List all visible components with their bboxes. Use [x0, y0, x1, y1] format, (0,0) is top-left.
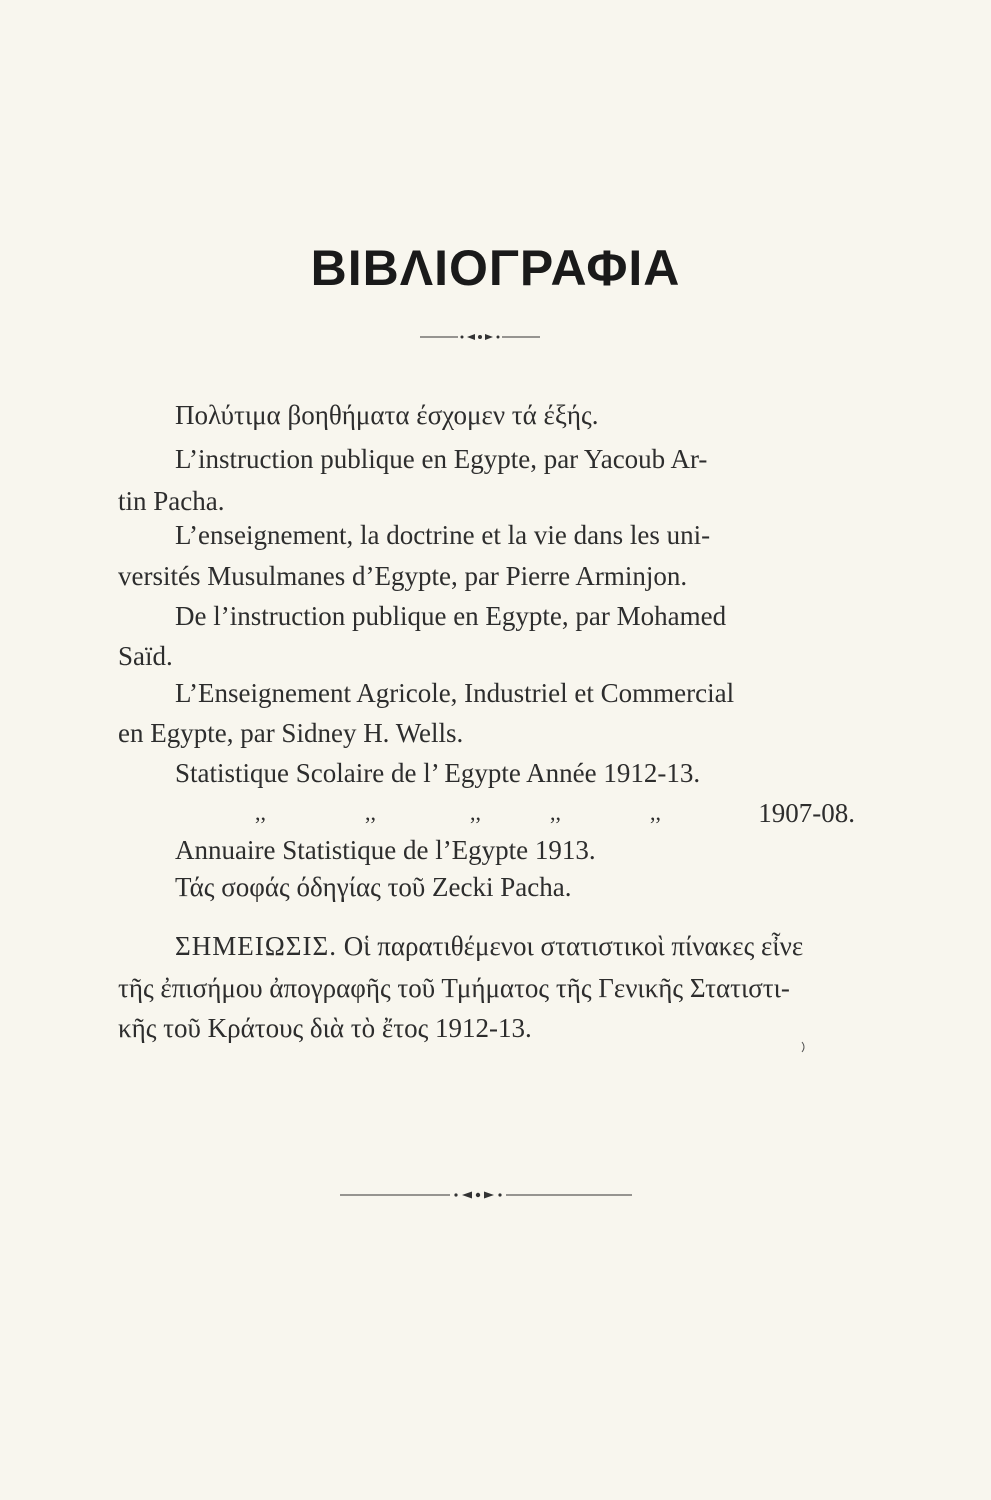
note-line-2: τῆς ἐπισήμου ἀπογραφῆς τοῦ Τμήματος τῆς Γενικῆς Στατιστι- — [118, 973, 790, 1003]
note-line-1-text: Οἱ παρατιθέμενοι στατιστικοὶ πίνακες εἶνε — [343, 931, 804, 961]
page-title: ΒΙΒΛΙΟΓΡΑΦΙΑ — [310, 240, 681, 296]
ditto-year: 1907-08. — [758, 798, 855, 828]
intro-line: Πολύτιμα βοηθήματα έσχομεν τά έξής. — [175, 400, 599, 430]
bibliography-entry-7: Τάς σοφάς όδηγίας τοῦ Zecki Pacha. — [175, 872, 572, 902]
ditto-mark: ,, — [650, 800, 661, 825]
ornament-divider-icon — [420, 330, 540, 344]
bibliography-entry-1-cont: tin Pacha. — [118, 486, 225, 516]
ditto-mark: ,, — [470, 800, 481, 825]
ditto-mark: ,, — [550, 800, 561, 825]
bibliography-entry-1: L’instruction publique en Egypte, par Yacoub Ar- — [175, 444, 708, 474]
note-line-3: κῆς τοῦ Κράτους διὰ τὸ ἔτος 1912-13. — [118, 1013, 532, 1043]
note-heading: ΣΗΜΕΙΩΣΙΣ. — [175, 931, 337, 961]
bibliography-entry-2-cont: versités Musulmanes d’Egypte, par Pierre Arminjon. — [118, 561, 688, 591]
fold-mark-icon — [800, 1040, 808, 1054]
ditto-mark: ,, — [365, 800, 376, 825]
bibliography-entry-3: De l’instruction publique en Egypte, par Mohamed — [175, 601, 727, 631]
bibliography-entry-4: L’Enseignement Agricole, Industriel et Commercial — [175, 678, 735, 708]
ornament-divider-bottom-icon — [340, 1187, 632, 1203]
bibliography-entry-4-cont: en Egypte, par Sidney H. Wells. — [118, 718, 464, 748]
ditto-row — [240, 800, 855, 830]
bibliography-entry-6: Annuaire Statistique de l’Egypte 1913. — [175, 835, 596, 865]
bibliography-entry-2: L’enseignement, la doctrine et la vie dans les uni- — [175, 520, 711, 550]
bibliography-entry-5: Statistique Scolaire de l’ Egypte Année 1912-13. — [175, 758, 701, 788]
note-line-1 — [175, 933, 803, 960]
ditto-mark: ,, — [255, 800, 266, 825]
bibliography-entry-3-cont: Saïd. — [118, 641, 173, 671]
